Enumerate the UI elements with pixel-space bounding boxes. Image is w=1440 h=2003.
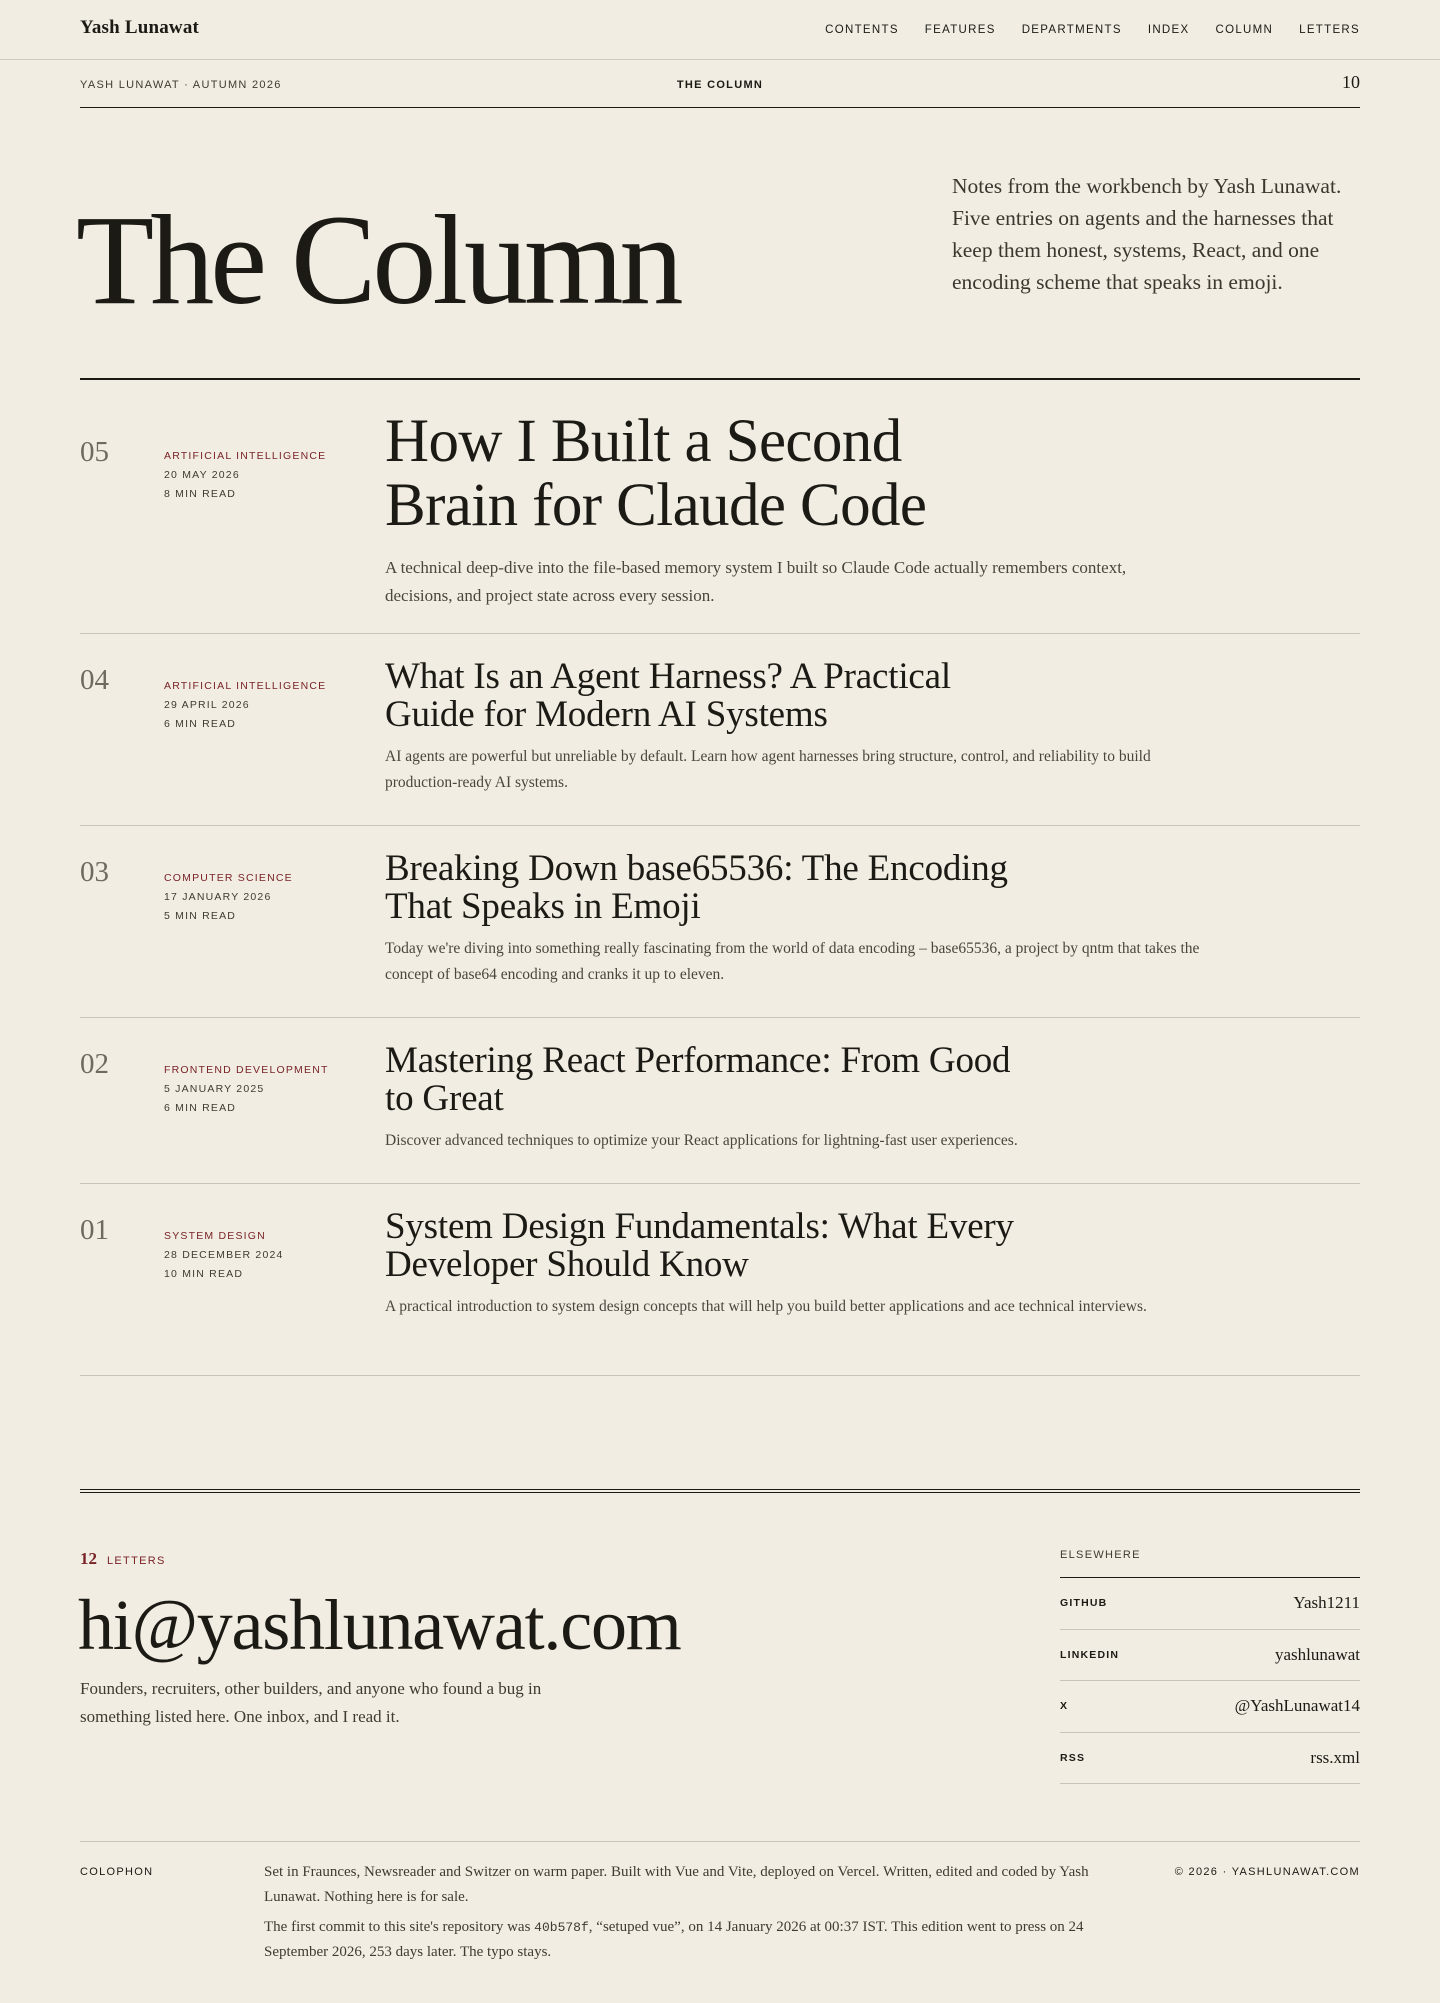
article-body xyxy=(385,410,1205,610)
rss-link[interactable] xyxy=(1060,1733,1360,1785)
colophon-divider xyxy=(80,1841,1360,1842)
page-intro: Notes from the workbench by Yash Lunawat. Five entries on agents and the harnesses that keep them honest, systems, React, and one encoding scheme that speaks in emoji. xyxy=(952,174,1342,294)
link-label: RSS xyxy=(1060,1751,1086,1764)
article-meta xyxy=(164,872,293,922)
article-body xyxy=(385,1042,1205,1154)
article-body xyxy=(385,1208,1205,1320)
colophon-text-after: , “setuped vue”, on 14 January 2026 at 00:37 IST. This edition went to press on 24 September 2026, 253 days later. The typo stays. xyxy=(264,1919,1084,1960)
nav-link-column[interactable]: COLUMN xyxy=(1215,24,1274,36)
article-date: 28 DECEMBER 2024 xyxy=(164,1249,284,1261)
article-title-link[interactable]: What Is an Agent Harness? A Practical Guide for Modern AI Systems xyxy=(385,656,951,735)
article-title-link[interactable]: System Design Fundamentals: What Every Developer Should Know xyxy=(385,1206,1014,1285)
article-number: 04 xyxy=(80,664,109,696)
letters-description: Founders, recruiters, other builders, and anyone who found a bug in something listed here. One inbox, and I read it. xyxy=(80,1679,542,1726)
article-item[interactable] xyxy=(80,826,1360,1018)
nav-link-contents[interactable]: CONTENTS xyxy=(825,24,899,36)
article-item[interactable] xyxy=(80,1018,1360,1184)
article-body xyxy=(385,850,1205,988)
main-nav xyxy=(825,24,1360,36)
article-category[interactable]: FRONTEND DEVELOPMENT xyxy=(164,1064,329,1076)
article-category[interactable]: ARTIFICIAL INTELLIGENCE xyxy=(164,450,327,462)
article-date: 20 MAY 2026 xyxy=(164,469,240,481)
article-read-time: 6 MIN READ xyxy=(164,718,237,730)
article-meta xyxy=(164,680,326,730)
article-description: AI agents are powerful but unreliable by default. Learn how agent harnesses bring structure, control, and reliability to build production-ready AI systems. xyxy=(385,748,1151,791)
copyright: © 2026 · YASHLUNAWAT.COM xyxy=(1174,1866,1360,1878)
article-description: Today we're diving into something really fascinating from the world of data encoding – base65536, a project by qntm that takes the concept of base64 encoding and cranks it up to eleven. xyxy=(385,940,1200,983)
nav-link-letters[interactable]: LETTERS xyxy=(1299,24,1360,36)
article-item[interactable] xyxy=(80,634,1360,826)
nav-link-departments[interactable]: DEPARTMENTS xyxy=(1021,24,1122,36)
page-number: 10 xyxy=(1342,72,1360,92)
article-body xyxy=(385,658,1205,796)
article-category[interactable]: SYSTEM DESIGN xyxy=(164,1230,266,1242)
article-read-time: 10 MIN READ xyxy=(164,1268,244,1280)
article-description: Discover advanced techniques to optimize your React applications for lightning-fast user experiences. xyxy=(385,1132,1018,1149)
article-number: 01 xyxy=(80,1214,109,1246)
article-item[interactable] xyxy=(80,380,1360,634)
article-meta xyxy=(164,450,326,500)
colophon-paragraph: Set in Fraunces, Newsreader and Switzer on warm paper. Built with Vue and Vite, deployed on Vercel. Written, edited and coded by Yash Lunawat. Nothing here is for sale. xyxy=(264,1864,1089,1905)
article-read-time: 6 MIN READ xyxy=(164,1102,237,1114)
article-category[interactable]: ARTIFICIAL INTELLIGENCE xyxy=(164,680,327,692)
article-read-time: 5 MIN READ xyxy=(164,910,237,922)
article-number: 03 xyxy=(80,856,109,888)
link-value: Yash1211 xyxy=(1293,1593,1360,1613)
nav-link-index[interactable]: INDEX xyxy=(1147,24,1190,36)
page-title: The Column xyxy=(76,189,680,331)
top-nav xyxy=(0,0,1440,60)
letters-label: LETTERS xyxy=(107,1555,166,1567)
article-read-time: 8 MIN READ xyxy=(164,488,237,500)
brand-logo-link[interactable]: Yash Lunawat xyxy=(80,17,200,38)
article-category[interactable]: COMPUTER SCIENCE xyxy=(164,872,293,884)
article-description: A practical introduction to system design concepts that will help you build better applications and ace technical interviews. xyxy=(385,1298,1147,1315)
article-title-link[interactable]: Mastering React Performance: From Good to Great xyxy=(385,1040,1011,1119)
link-label: LINKEDIN xyxy=(1060,1648,1120,1661)
masthead xyxy=(80,60,1360,108)
link-value: @YashLunawat14 xyxy=(1234,1696,1360,1716)
email-link[interactable]: hi@yashlunawat.com xyxy=(78,1585,681,1665)
article-title-link[interactable]: Breaking Down base65536: The Encoding That Speaks in Emoji xyxy=(385,848,1008,927)
article-date: 5 JANUARY 2025 xyxy=(164,1083,265,1095)
article-item[interactable] xyxy=(80,1184,1360,1376)
link-value: rss.xml xyxy=(1310,1747,1360,1767)
colophon-label: COLOPHON xyxy=(80,1866,154,1878)
link-label: GITHUB xyxy=(1060,1597,1108,1610)
colophon-text-before: The first commit to this site's repository was xyxy=(264,1919,535,1935)
article-description: A technical deep-dive into the file-based memory system I built so Claude Code actually remembers context, decisions, and project state across every session. xyxy=(385,558,1127,605)
masthead-issue: YASH LUNAWAT · AUTUMN 2026 xyxy=(80,79,282,91)
article-number: 02 xyxy=(80,1048,109,1080)
masthead-section: THE COLUMN xyxy=(676,79,764,91)
x-link[interactable] xyxy=(1060,1681,1360,1733)
article-date: 17 JANUARY 2026 xyxy=(164,891,272,903)
elsewhere-heading: ELSEWHERE xyxy=(1060,1549,1360,1578)
article-number: 05 xyxy=(80,436,109,468)
commit-hash: 40b578f xyxy=(534,1920,589,1935)
link-value: yashlunawat xyxy=(1275,1644,1360,1664)
article-list xyxy=(80,380,1360,1376)
github-link[interactable] xyxy=(1060,1578,1360,1630)
article-date: 29 APRIL 2026 xyxy=(164,699,250,711)
letters-divider xyxy=(80,1489,1360,1493)
article-title-link[interactable]: How I Built a Second Brain for Claude Code xyxy=(385,408,927,539)
letters-count: 12 xyxy=(80,1549,97,1568)
elsewhere-links xyxy=(1060,1549,1360,1784)
article-meta xyxy=(164,1064,329,1114)
article-meta xyxy=(164,1230,284,1280)
letters-heading xyxy=(80,1549,166,1569)
nav-link-features[interactable]: FEATURES xyxy=(924,24,996,36)
colophon-paragraph xyxy=(264,1915,1104,1965)
link-label: X xyxy=(1060,1700,1069,1713)
colophon-text xyxy=(264,1860,1104,1965)
linkedin-link[interactable] xyxy=(1060,1630,1360,1682)
